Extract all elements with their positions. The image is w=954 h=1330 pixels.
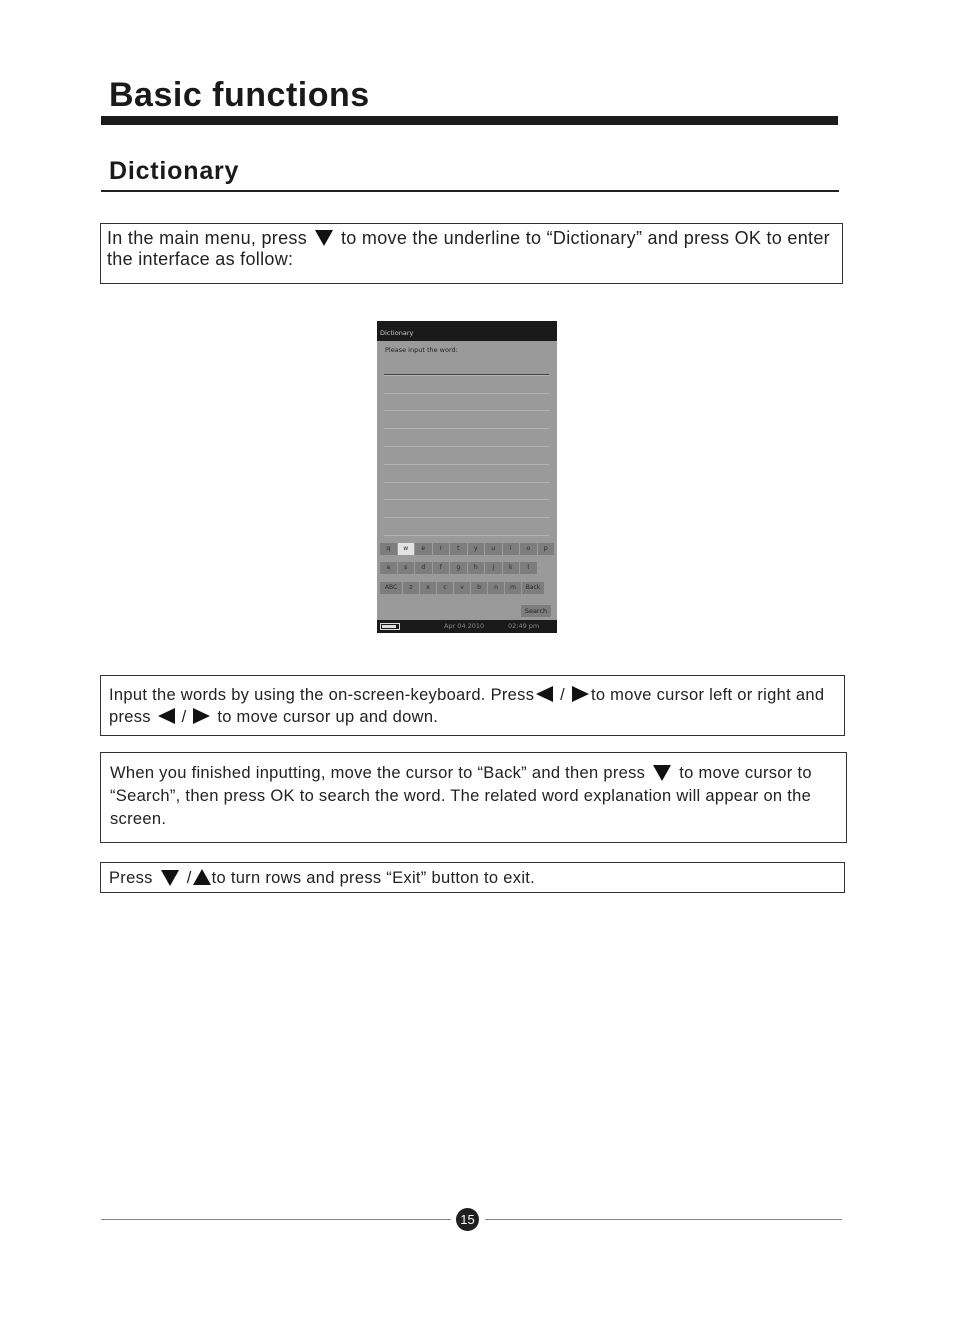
keyboard-row-2 [380,562,537,574]
device-ruled-line [384,446,549,447]
left-triangle-icon [536,686,553,702]
device-header [377,321,557,341]
section-rule [101,190,839,192]
device-ruled-line [384,393,549,394]
keyboard-key: ABC [380,582,402,594]
keyboard-key: a [380,562,397,574]
page-number: 15 [456,1208,479,1231]
page-title: Basic functions [109,76,370,114]
keyboard-key: n [488,582,504,594]
keyboard-key: k [503,562,520,574]
instruction-text: In the main menu, press [107,228,307,248]
instruction-text: to move the underline to “Dictionary” and press OK to enter the interface as follow: [107,228,830,269]
keyboard-key: u [485,543,502,555]
keyboard-key: z [403,582,419,594]
keyboard-key: p [538,543,555,555]
left-triangle-icon [158,708,175,724]
device-ruled-line [384,517,549,518]
keyboard-key: x [420,582,436,594]
keyboard-key: c [437,582,453,594]
instruction-text: to move cursor up and down. [217,708,439,726]
device-ruled-line [384,464,549,465]
separator: / [181,708,187,726]
device-screenshot [377,321,557,633]
device-search-key: Search [521,605,551,617]
instruction-text: Press [109,869,153,887]
right-triangle-icon [193,708,210,724]
device-prompt: Please input the word: [385,346,458,354]
keyboard-key: v [454,582,470,594]
device-ruled-line [384,482,549,483]
keyboard-key: g [450,562,467,574]
device-time: 02:49 pm [508,622,540,630]
keyboard-key: h [468,562,485,574]
instruction-box-input [100,675,845,736]
device-ruled-line [384,375,549,376]
device-ruled-line [384,428,549,429]
device-ruled-line [384,410,549,411]
keyboard-key: y [468,543,485,555]
keyboard-key: Back [522,582,544,594]
footer-rule-right [485,1219,842,1220]
keyboard-key: j [485,562,502,574]
device-title: Dictionary [380,329,414,337]
instruction-text: to turn rows and press “Exit” button to exit. [211,869,536,887]
keyboard-key: e [415,543,432,555]
right-triangle-icon [572,686,589,702]
instruction-text: to move cursor to “Search”, then press OK to search the word. The related word explanation will appear on the screen. [110,764,812,828]
keyboard-key: q [380,543,397,555]
keyboard-key: l [520,562,537,574]
keyboard-key: m [505,582,521,594]
title-rule [101,116,838,125]
instruction-text: to move cursor left or right and press [109,686,825,726]
up-triangle-icon [193,869,211,885]
footer-rule-left [101,1219,451,1220]
separator: / [186,869,192,887]
instruction-box-enter [100,223,843,284]
keyboard-key: o [520,543,537,555]
down-triangle-icon [315,230,333,246]
separator: / [560,686,566,704]
keyboard-key: i [503,543,520,555]
instruction-box-exit [100,862,845,893]
section-title: Dictionary [109,157,240,185]
keyboard-key: w [398,543,415,555]
battery-icon [380,623,400,630]
device-ruled-line [384,535,549,536]
instruction-text: When you finished inputting, move the cursor to “Back” and then press [110,764,646,782]
device-status-bar [377,620,557,633]
keyboard-key: r [433,543,450,555]
device-ruled-line [384,499,549,500]
keyboard-key: b [471,582,487,594]
keyboard-key: s [398,562,415,574]
keyboard-key: f [433,562,450,574]
keyboard-key: t [450,543,467,555]
down-triangle-icon [653,765,671,781]
keyboard-row-1 [380,543,554,555]
instruction-box-search [100,752,847,843]
instruction-text: Input the words by using the on-screen-keyboard. Press [109,686,535,704]
keyboard-key: d [415,562,432,574]
device-date: Apr 04 2010 [444,622,485,630]
keyboard-row-3 [380,582,544,594]
down-triangle-icon [161,870,179,886]
